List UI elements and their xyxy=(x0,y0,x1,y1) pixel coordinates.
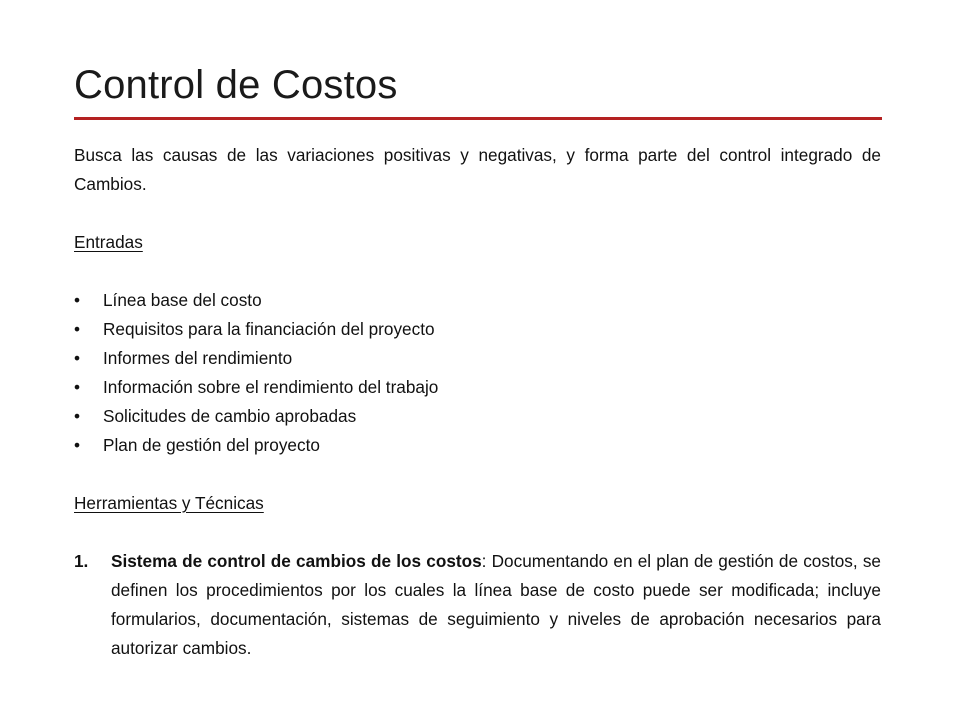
bullet-icon: • xyxy=(74,348,81,368)
bullet-icon: • xyxy=(74,435,81,455)
bullet-icon: • xyxy=(74,319,81,339)
intro-paragraph: Busca las causas de las variaciones positivas y negativas, y forma parte del control integrado de Cambios. xyxy=(74,145,881,194)
list-item xyxy=(74,286,881,315)
list-item xyxy=(74,431,881,460)
list-item xyxy=(74,373,881,402)
list-item-text: Línea base del costo xyxy=(103,290,262,310)
tools-item-description: : Documentando en el plan de gestión de costos, se definen los procedimientos por los cuales la línea base de costo puede ser modificada; incluye formularios, documentación, sistemas de seguimiento y niveles de aprobación necesarios para autorizar cambios. xyxy=(111,551,881,658)
list-item-text: Plan de gestión del proyecto xyxy=(103,435,320,455)
tools-item-number: 1. xyxy=(74,551,89,571)
list-item-text: Solicitudes de cambio aprobadas xyxy=(103,406,357,426)
list-item-text: Información sobre el rendimiento del trabajo xyxy=(103,377,439,397)
tools-item-term: Sistema de control de cambios de los costos xyxy=(111,551,482,571)
list-item xyxy=(74,315,881,344)
tools-heading: Herramientas y Técnicas xyxy=(74,493,264,513)
list-item xyxy=(74,402,881,431)
bullet-icon: • xyxy=(74,290,81,310)
inputs-list xyxy=(74,286,881,460)
inputs-heading: Entradas xyxy=(74,232,143,252)
slide-body xyxy=(74,141,881,663)
list-item xyxy=(74,344,881,373)
list-item-text: Informes del rendimiento xyxy=(103,348,293,368)
bullet-icon: • xyxy=(74,377,81,397)
slide-title: Control de Costos xyxy=(74,63,398,107)
title-underline-rule xyxy=(74,117,882,120)
bullet-icon: • xyxy=(74,406,81,426)
list-item-text: Requisitos para la financiación del proyecto xyxy=(103,319,435,339)
tools-item xyxy=(74,547,881,663)
